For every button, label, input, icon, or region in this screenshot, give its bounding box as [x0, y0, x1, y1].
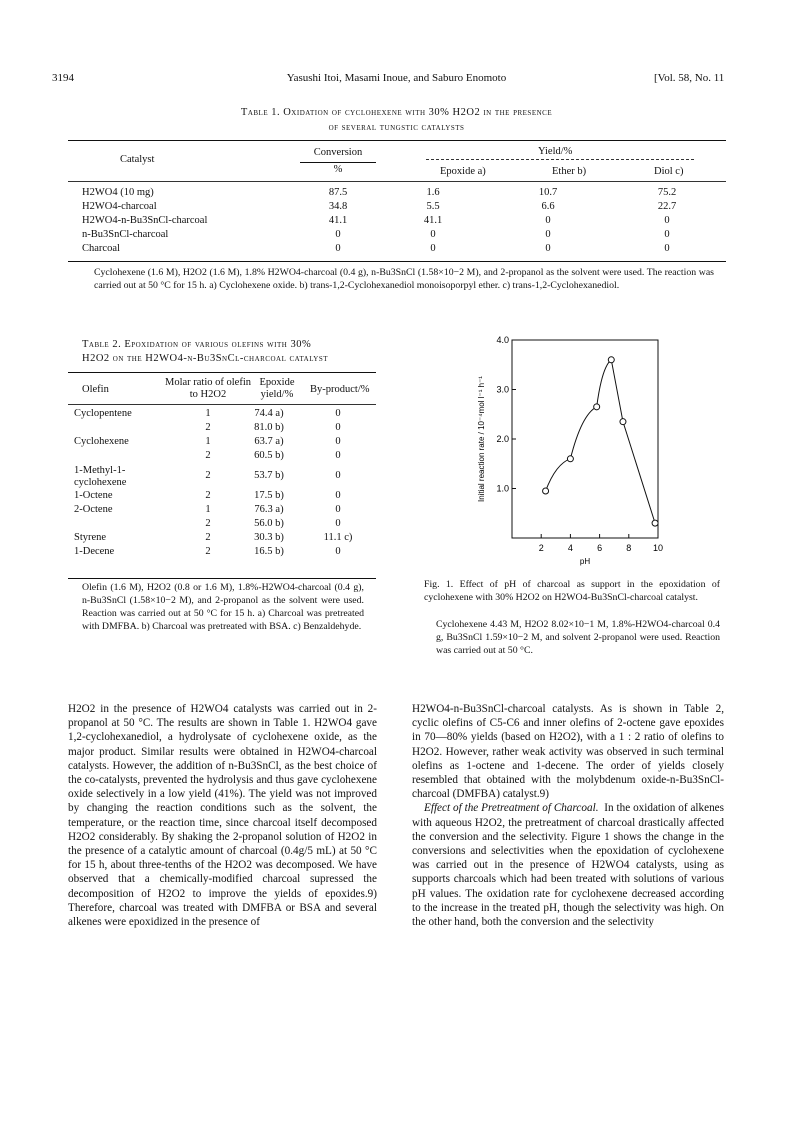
- table1-cell-epoxide: 41.1: [423, 215, 443, 226]
- table2-cell-olefin: 2-Octene: [74, 504, 113, 515]
- table2-cell-ratio: 2: [205, 422, 211, 433]
- x-tick-label: 10: [652, 543, 664, 553]
- table2-row: [68, 545, 376, 559]
- table1-cell-conversion: 0: [335, 229, 341, 240]
- table2-cell-byproduct: 0: [335, 470, 341, 481]
- table1-col-ether: Ether b): [552, 166, 587, 177]
- table2-caption-line2: H2O2 on the H2WO4-n-Bu3SnCl-charcoal catalyst: [82, 353, 329, 364]
- figure1-chart: [470, 330, 670, 570]
- table2-cell-epoxide: 16.5 b): [254, 546, 284, 557]
- figure1-caption: Fig. 1. Effect of pH of charcoal as support in the epoxidation of cyclohexene with 30% H2O2 on H2WO4-Bu3SnCl-charcoal catalyst.: [424, 579, 720, 603]
- table2-cell-byproduct: 0: [335, 422, 341, 433]
- table2-cell-ratio: 1: [205, 436, 211, 447]
- table2-footnote: Olefin (1.6 M), H2O2 (0.8 or 1.6 M), 1.8%-H2WO4-charcoal (0.4 g), n-Bu3SnCl (1.58×10−2 M), and 2-propanol as the solvent were used. Reaction was carried out at 50 °C for 15 h. a) Charcoal was pretreated with DMFBA. b) Charcoal was pretreated with BSA. c) Benzaldehyde.: [82, 582, 364, 632]
- table2-cell-byproduct: 0: [335, 546, 341, 557]
- table2-cell-ratio: 1: [205, 408, 211, 419]
- table2-cell-epoxide: 60.5 b): [254, 450, 284, 461]
- table2-cell-olefin: [68, 449, 178, 463]
- data-point: [567, 456, 573, 462]
- table2-col-epoxide: Epoxide yield/%: [259, 377, 295, 400]
- x-tick-label: 4: [567, 543, 573, 553]
- table1-cell-ether: 0: [545, 243, 551, 254]
- table2-cell-olefin: 1-Methyl-1-cyclohexene: [74, 465, 127, 488]
- table2-col-olefin: Olefin: [82, 384, 109, 395]
- table1-cell-diol: 75.2: [657, 187, 677, 198]
- table1-caption-line1: Table 1. Oxidation of cyclohexene with 30% H2O2 in the presence: [240, 107, 553, 118]
- x-tick-label: 8: [626, 543, 632, 553]
- table2-cell-olefin: 1-Octene: [74, 490, 113, 501]
- table2-cell-epoxide: 81.0 b): [254, 422, 284, 433]
- table2-cell-ratio: 2: [205, 470, 211, 481]
- table1-cell-ether: 10.7: [538, 187, 558, 198]
- table2-cell-olefin: 1-Decene: [74, 546, 115, 557]
- figure1-conditions: Cyclohexene 4.43 M, H2O2 8.02×10−1 M, 1.8%-H2WO4-charcoal 0.4 g, Bu3SnCl 1.59×10−2 M, and solvent 2-propanol were used. Reaction was carried out at 50 °C.: [436, 619, 720, 656]
- table2-cell-byproduct: 0: [335, 490, 341, 501]
- left-column: [68, 702, 377, 929]
- table1-cell-conversion: 34.8: [328, 201, 348, 212]
- table1-cell-epoxide: 1.6: [426, 187, 440, 198]
- table2-cell-olefin: [68, 421, 178, 435]
- table1-cell-diol: 22.7: [657, 201, 677, 212]
- table2-cell-olefin: Styrene: [74, 532, 107, 543]
- table1-row: [68, 242, 726, 256]
- y-tick-label: 4.0: [496, 335, 509, 345]
- y-axis-label: Initial reaction rate / 10⁻⁴mol l⁻¹ h⁻¹: [477, 376, 486, 502]
- section-heading: Effect of the Pretreatment of Charcoal.: [424, 802, 599, 815]
- table2-cell-ratio: 2: [205, 546, 211, 557]
- table1-col-conversion-unit: %: [333, 164, 343, 175]
- table2-cell-byproduct: 0: [335, 408, 341, 419]
- table1-cell-epoxide: 0: [430, 229, 436, 240]
- table1-cell-catalyst: H2WO4 (10 mg): [82, 187, 154, 198]
- series-line: [546, 360, 656, 523]
- table1-cell-ether: 0: [545, 215, 551, 226]
- table2-cell-epoxide: 63.7 a): [254, 436, 284, 447]
- table2-cell-epoxide: 74.4 a): [254, 408, 284, 419]
- table1-cell-diol: 0: [664, 215, 670, 226]
- table2-cell-ratio: 2: [205, 450, 211, 461]
- table1-col-yield: Yield/%: [538, 146, 573, 157]
- table1-col-catalyst: Catalyst: [120, 154, 155, 165]
- x-tick-label: 2: [538, 543, 544, 553]
- table1-cell-conversion: 87.5: [328, 187, 348, 198]
- table2-cell-byproduct: 11.1 c): [323, 532, 353, 543]
- table1-row: [68, 228, 726, 242]
- table2-cell-epoxide: 30.3 b): [254, 532, 284, 543]
- table2-cell-byproduct: 0: [335, 518, 341, 529]
- table2-cell-epoxide: 76.3 a): [254, 504, 284, 515]
- table1-body: [68, 186, 726, 256]
- table1-caption-line2: of several tungstic catalysts: [328, 122, 465, 133]
- y-tick-label: 1.0: [496, 483, 509, 494]
- chart-frame: [512, 340, 658, 538]
- right-paragraph-1: H2WO4-n-Bu3SnCl-charcoal catalysts. As is shown in Table 2, cyclic olefins of C5-C6 and inner olefins of 2-octene gave epoxides in 70—80% yields (based on H2O2), with a 1 : 2 ratio of olefins to H2O2. However, rather weak activity was observed in such terminal olefins as 1-octene and 1-decene. The order of yields closely resembled that obtained with the molybdenum oxide-n-Bu3SnCl-charcoal (DMFBA) catalyst.9): [412, 703, 724, 801]
- volume-info: [Vol. 58, No. 11: [654, 72, 725, 84]
- table2-row: [68, 531, 376, 545]
- data-point: [652, 520, 658, 526]
- table2-cell-ratio: 1: [205, 504, 211, 515]
- table2-cell-byproduct: 0: [335, 436, 341, 447]
- table2-cell-ratio: 2: [205, 532, 211, 543]
- data-point: [608, 357, 614, 363]
- table1-col-epoxide: Epoxide a): [440, 166, 486, 177]
- table1-cell-catalyst: H2WO4-n-Bu3SnCl-charcoal: [82, 215, 208, 226]
- table2-cell-ratio: 2: [205, 490, 211, 501]
- table2-row: [68, 435, 376, 449]
- table2-row: [68, 463, 376, 489]
- table1-cell-conversion: 0: [335, 243, 341, 254]
- table2-body: [68, 407, 376, 559]
- table1-row: [68, 186, 726, 200]
- table2-row: [68, 489, 376, 503]
- table2-cell-epoxide: 56.0 b): [254, 518, 284, 529]
- table1-row: [68, 214, 726, 228]
- right-paragraph-2: In the oxidation of alkenes with aqueous H2O2, the pretreatment of charcoal drastically affected the conversion and the selectivity. Figure 1 shows the change in the conversions and selectivities when the epoxidation of cyclohexene was carried out in the presence of H2WO4 catalysts, using as supports charcoals which had been treated with solutions of various pH values. The oxidation rate for cyclohexene decreased according to the increase in the treated pH, though the selectivity was high. On the other hand, both the conversion and the selectivity: [412, 802, 724, 929]
- table1-col-conversion: Conversion: [313, 147, 363, 158]
- table1-cell-conversion: 41.1: [328, 215, 348, 226]
- table1-footnote: Cyclohexene (1.6 M), H2O2 (1.6 M), 1.8% H2WO4-charcoal (0.4 g), n-Bu3SnCl (1.58×10−2 M), and 2-propanol as the solvent were used. The reaction was carried out at 50 °C for 15 h. a) Cyclohexene oxide. b) trans-1,2-Cyclohexanediol monoisoporpyl ether. c) trans-1,2-Cyclohexanediol.: [94, 267, 714, 291]
- table2-cell-olefin: Cyclopentene: [74, 408, 132, 419]
- table2-cell-epoxide: 17.5 b): [254, 490, 284, 501]
- x-tick-label: 6: [597, 543, 603, 553]
- table1-cell-ether: 0: [545, 229, 551, 240]
- table2-col-ratio: Molar ratio of olefin to H2O2: [164, 377, 251, 400]
- table1-col-diol: Diol c): [654, 166, 684, 177]
- table2-cell-epoxide: 53.7 b): [254, 470, 284, 481]
- table2-cell-byproduct: 0: [335, 504, 341, 515]
- table2-row: [68, 449, 376, 463]
- table2-row: [68, 517, 376, 531]
- table1-cell-catalyst: H2WO4-charcoal: [82, 201, 157, 212]
- right-column: [412, 702, 724, 929]
- running-authors: Yasushi Itoi, Masami Inoue, and Saburo Enomoto: [286, 72, 507, 84]
- table1-row: [68, 200, 726, 214]
- table1-cell-epoxide: 5.5: [426, 201, 440, 212]
- y-tick-label: 2.0: [496, 434, 509, 444]
- table2-cell-olefin: Cyclohexene: [74, 436, 129, 447]
- table2-cell-byproduct: 0: [335, 450, 341, 461]
- y-tick-label: 3.0: [496, 384, 509, 395]
- table2-cell-olefin: [68, 517, 178, 531]
- data-point: [543, 488, 549, 494]
- data-point: [594, 404, 600, 410]
- table1-cell-diol: 0: [664, 243, 670, 254]
- x-axis-label: pH: [579, 557, 591, 566]
- left-paragraph: H2O2 in the presence of H2WO4 catalysts was carried out in 2-propanol at 50 °C. The results are shown in Table 1. H2WO4 gave 1,2-cyclohexanediol, a hydrolysate of cyclohexene oxide, as the major product. Similar results were obtained in H2WO4-charcoal catalysts. However, the addition of n-Bu3SnCl, as the best choice of the co-catalysts, prevented the hydrolysis and thus gave cyclohexene oxide selectively in a low yield (41%). The yield was not improved by changing the reaction conditions such as the solvent, the temperature, or the reaction time, since charcoal itself decomposed H2O2 considerably. By shaking the 2-propanol solution of H2O2 in the presence of a catalytic amount of charcoal (0.4g/5 mL) at 50 °C for 15 h, about three-tenths of the H2O2 was decomposed. We have observed that a chemically-modified charcoal supressed the decomposition of H2O2 to improve the yields of epoxides.9) Therefore, charcoal was treated with DMFBA or BSA and several alkenes were epoxidized in the presence of: [68, 703, 377, 929]
- table1-cell-diol: 0: [664, 229, 670, 240]
- data-point: [620, 419, 626, 425]
- table2-row: [68, 503, 376, 517]
- table2-row: [68, 407, 376, 421]
- table2-cell-ratio: 2: [205, 518, 211, 529]
- table1-cell-catalyst: n-Bu3SnCl-charcoal: [82, 229, 169, 240]
- table2-row: [68, 421, 376, 435]
- table2-col-byproduct: By-product/%: [310, 384, 370, 395]
- page-number: 3194: [52, 72, 74, 84]
- table2-caption-line1: Table 2. Epoxidation of various olefins with 30%: [82, 339, 312, 350]
- table1-cell-ether: 6.6: [541, 201, 555, 212]
- table1-cell-catalyst: Charcoal: [82, 243, 120, 254]
- table1-cell-epoxide: 0: [430, 243, 436, 254]
